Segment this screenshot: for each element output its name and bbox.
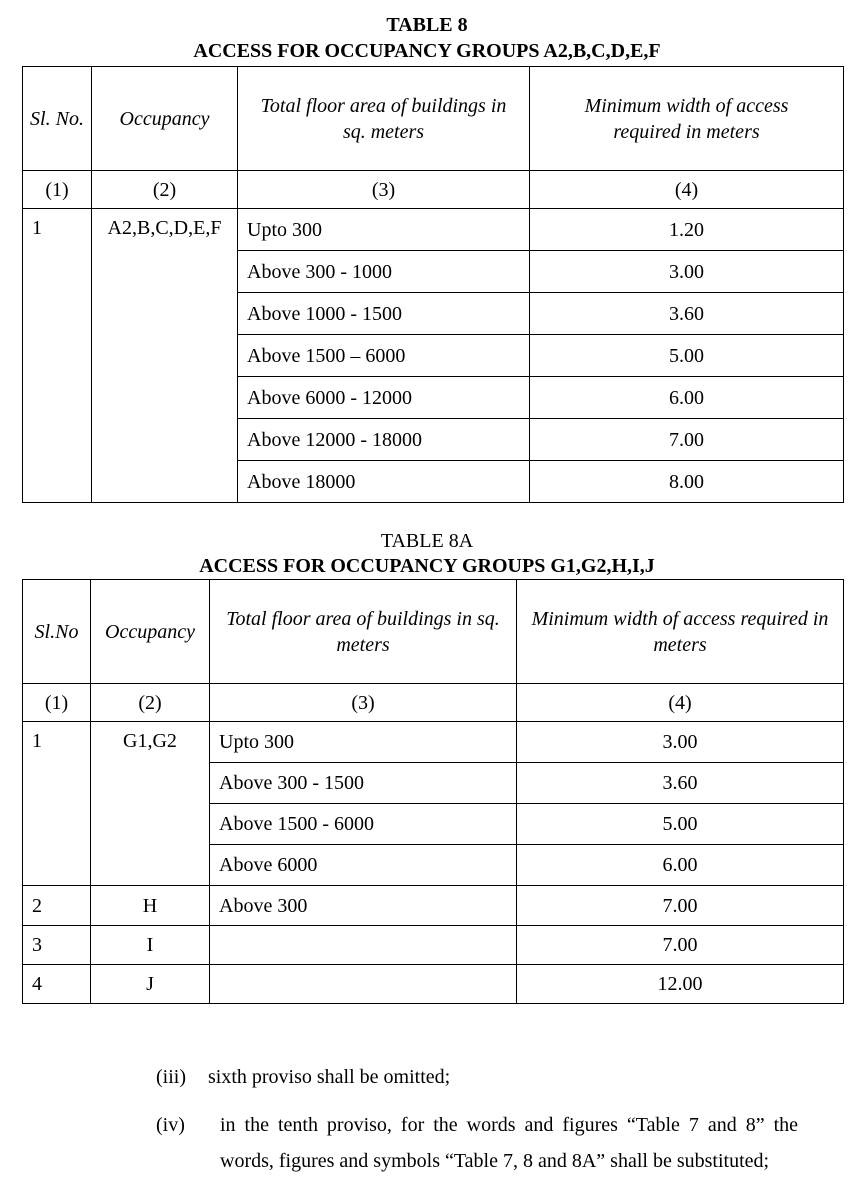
table8a <box>22 579 844 1004</box>
min-width-cell: 3.60 <box>530 293 844 335</box>
floor-area-cell: Above 6000 - 12000 <box>238 377 530 419</box>
table8-header-row <box>23 67 844 171</box>
col-number: (3) <box>238 171 530 209</box>
table-row <box>23 926 844 965</box>
proviso-marker: (iv) <box>156 1114 185 1136</box>
floor-area-cell: Above 18000 <box>238 461 530 503</box>
table-row <box>23 965 844 1004</box>
floor-area-cell <box>210 926 517 965</box>
header-min-width: Minimum width of access required in meters <box>517 580 844 684</box>
sl-no-cell: 4 <box>23 965 91 1004</box>
table-row <box>23 209 844 251</box>
table8a-caption: TABLE 8A <box>380 530 474 552</box>
floor-area-cell: Above 300 - 1500 <box>210 763 517 804</box>
header-sl-no: Sl.No <box>23 580 91 684</box>
floor-area-cell: Above 1500 - 6000 <box>210 804 517 845</box>
col-number: (1) <box>23 171 92 209</box>
min-width-cell: 3.00 <box>530 251 844 293</box>
sl-no-cell: 2 <box>23 886 91 926</box>
proviso-marker: (iii) <box>156 1066 186 1088</box>
min-width-cell: 3.00 <box>517 722 844 763</box>
header-occupancy: Occupancy <box>91 580 210 684</box>
table8 <box>22 66 844 503</box>
col-number: (3) <box>210 684 517 722</box>
col-number: (2) <box>92 171 238 209</box>
sl-no-cell: 3 <box>23 926 91 965</box>
col-number: (2) <box>91 684 210 722</box>
min-width-cell: 1.20 <box>530 209 844 251</box>
sl-no-cell: 1 <box>23 209 92 503</box>
col-number: (4) <box>530 171 844 209</box>
floor-area-cell: Upto 300 <box>210 722 517 763</box>
occupancy-cell: A2,B,C,D,E,F <box>92 209 238 503</box>
min-width-cell: 6.00 <box>517 845 844 886</box>
floor-area-cell: Above 1500 – 6000 <box>238 335 530 377</box>
header-occupancy: Occupancy <box>92 67 238 171</box>
proviso-iv <box>156 1107 798 1179</box>
occupancy-cell: G1,G2 <box>91 722 210 886</box>
min-width-cell: 5.00 <box>517 804 844 845</box>
table8-caption: TABLE 8 <box>386 14 468 36</box>
floor-area-cell: Upto 300 <box>238 209 530 251</box>
table8-heading: ACCESS FOR OCCUPANCY GROUPS A2,B,C,D,E,F <box>193 40 661 62</box>
header-floor-area: Total floor area of buildings in sq. meters <box>210 580 517 684</box>
occupancy-cell: H <box>91 886 210 926</box>
col-number: (1) <box>23 684 91 722</box>
min-width-cell: 12.00 <box>517 965 844 1004</box>
min-width-cell: 7.00 <box>530 419 844 461</box>
floor-area-cell <box>210 965 517 1004</box>
min-width-cell: 5.00 <box>530 335 844 377</box>
floor-area-cell: Above 1000 - 1500 <box>238 293 530 335</box>
sl-no-cell: 1 <box>23 722 91 886</box>
min-width-cell: 7.00 <box>517 886 844 926</box>
header-min-width: Minimum width of access required in meters <box>530 67 844 171</box>
table-row <box>23 886 844 926</box>
header-floor-area: Total floor area of buildings in sq. meters <box>238 67 530 171</box>
table8a-heading: ACCESS FOR OCCUPANCY GROUPS G1,G2,H,I,J <box>199 555 655 577</box>
table8a-header-row <box>23 580 844 684</box>
floor-area-cell: Above 300 <box>210 886 517 926</box>
col-number: (4) <box>517 684 844 722</box>
floor-area-cell: Above 6000 <box>210 845 517 886</box>
proviso-text: in the tenth proviso, for the words and figures “Table 7 and 8” the words, figures and symbols “Table 7, 8 and 8A” shall be substituted; <box>220 1114 798 1172</box>
table8a-column-number-row <box>23 684 844 722</box>
min-width-cell: 7.00 <box>517 926 844 965</box>
occupancy-cell: I <box>91 926 210 965</box>
min-width-cell: 8.00 <box>530 461 844 503</box>
min-width-cell: 6.00 <box>530 377 844 419</box>
table8-column-number-row <box>23 171 844 209</box>
floor-area-cell: Above 300 - 1000 <box>238 251 530 293</box>
proviso-text: sixth proviso shall be omitted; <box>208 1066 451 1088</box>
min-width-cell: 3.60 <box>517 763 844 804</box>
floor-area-cell: Above 12000 - 18000 <box>238 419 530 461</box>
table-row <box>23 722 844 763</box>
proviso-iii <box>156 1059 816 1095</box>
header-sl-no: Sl. No. <box>23 67 92 171</box>
occupancy-cell: J <box>91 965 210 1004</box>
